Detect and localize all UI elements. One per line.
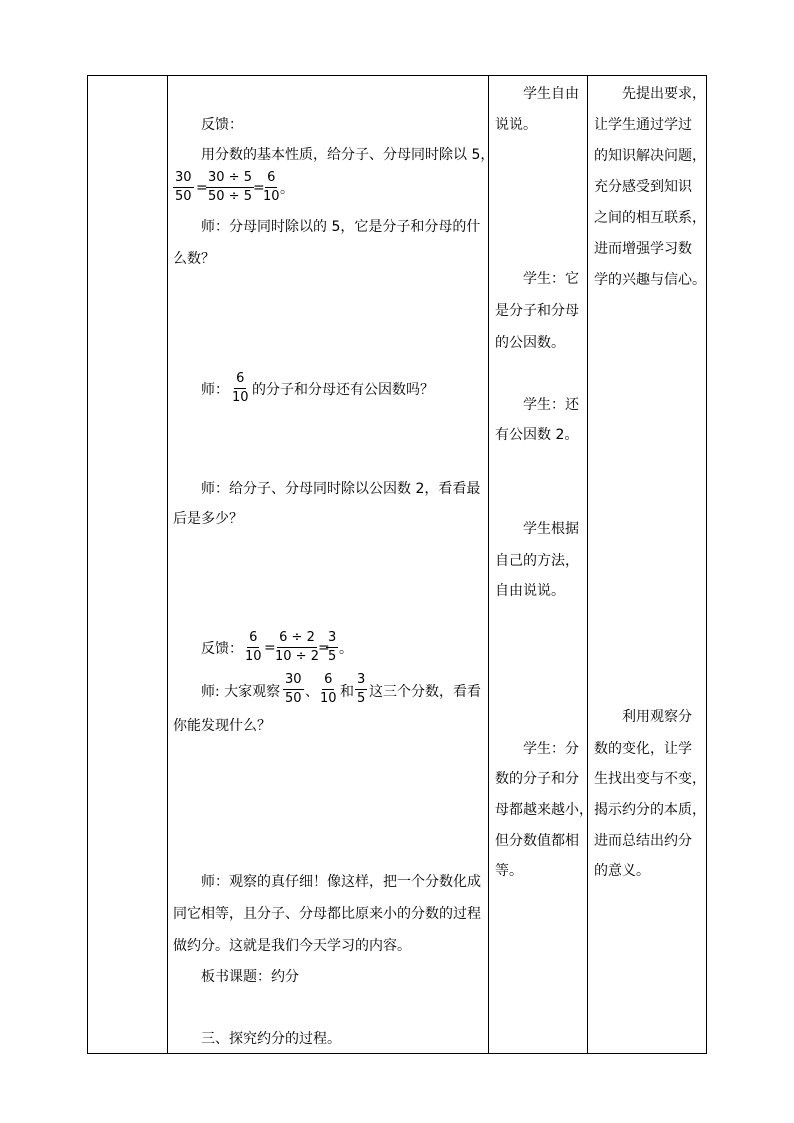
denominator: 10: [245, 649, 262, 664]
fraction-6-10: [243, 630, 264, 665]
design-intent-line: 进而增强学习数: [594, 241, 692, 257]
design-intent-line: 之间的相互联系，: [594, 210, 706, 226]
teacher-question-3-line-2: 后是多少？: [173, 511, 243, 527]
design-intent-line: 的知识解决问题，: [594, 148, 706, 164]
denominator: 10 ÷ 2: [275, 649, 319, 664]
fraction-3-5: [326, 630, 338, 665]
student-activity-line: 学生根据: [523, 521, 579, 537]
student-activity-line: 等。: [495, 863, 523, 879]
design-intent-line: 利用观察分: [622, 709, 692, 725]
table-border-bottom: [87, 1053, 707, 1054]
period: 。: [339, 641, 353, 657]
separator-comma: 、: [305, 684, 319, 700]
denominator: 5: [328, 649, 337, 664]
denominator: 10: [263, 189, 280, 204]
numerator: 6: [265, 170, 277, 188]
column-divider-1: [167, 75, 168, 1054]
fraction-6-10: [318, 672, 339, 707]
equals-sign: =: [318, 640, 330, 656]
feedback-label: 反馈：: [201, 117, 243, 133]
teacher-question-3-line-1: 师：给分子、分母同时除以公因数 2，看看最: [201, 481, 481, 497]
table-border-right: [706, 75, 707, 1054]
observe-suffix: 这三个分数，看看: [369, 684, 481, 700]
student-activity-line: 说说。: [495, 117, 537, 133]
observe-prefix: 师: 大家观察: [201, 684, 281, 700]
denominator: 50: [175, 189, 192, 204]
denominator: 10: [320, 691, 337, 706]
design-intent-line: 揭示约分的本质，: [594, 802, 706, 818]
column-divider-3: [587, 75, 588, 1054]
student-activity-line: 母都越来越小，: [495, 802, 593, 818]
separator-and: 和: [340, 684, 354, 700]
period: 。: [280, 181, 294, 197]
numerator: 3: [326, 630, 338, 648]
numerator: 6: [247, 630, 259, 648]
student-activity-line: 的公因数。: [495, 335, 565, 351]
feedback-label-2: 反馈：: [201, 641, 243, 657]
summary-line-1: 师：观察的真仔细！像这样，把一个分数化成: [201, 874, 481, 890]
column-divider-2: [488, 75, 489, 1054]
design-intent-line: 的意义。: [594, 863, 650, 879]
denominator: 5: [357, 691, 366, 706]
student-activity-line: 学生：分: [523, 741, 579, 757]
equals-sign: =: [253, 180, 265, 196]
teacher-question-1-line-1: 师：分母同时除以的 5，它是分子和分母的什: [201, 219, 481, 235]
student-activity-line: 数的分子和分: [495, 771, 579, 787]
denominator: 50: [285, 691, 302, 706]
design-intent-line: 先提出要求，: [622, 86, 706, 102]
fraction-30div5-50div5: [206, 170, 254, 205]
equals-sign: =: [264, 640, 276, 656]
student-activity-line: 学生自由: [523, 86, 579, 102]
numerator: 6: [234, 371, 246, 389]
summary-line-2: 同它相等，且分子、分母都比原来小的分数的过程: [173, 906, 481, 922]
table-border-top: [87, 75, 707, 76]
design-intent-line: 让学生通过学过: [594, 117, 692, 133]
summary-line-3: 做约分。这就是我们今天学习的内容。: [173, 938, 411, 954]
teacher-question-2-prefix: 师：: [201, 382, 229, 398]
equals-sign: =: [196, 180, 208, 196]
student-activity-line: 是分子和分母: [495, 303, 579, 319]
numerator: 3: [355, 672, 367, 690]
teacher-question-2-suffix: 的分子和分母还有公因数吗？: [252, 382, 434, 398]
design-intent-line: 充分感受到知识: [594, 179, 692, 195]
denominator: 10: [232, 390, 249, 405]
design-intent-line: 生找出变与不变，: [594, 771, 706, 787]
numerator: 6 ÷ 2: [277, 630, 317, 648]
fraction-6-10: [230, 371, 251, 406]
table-border-left: [87, 75, 88, 1054]
basic-property-text: 用分数的基本性质，给分子、分母同时除以 5，: [201, 147, 495, 163]
student-activity-line: 自由说说。: [495, 583, 565, 599]
observe-line-2: 你能发现什么？: [173, 718, 271, 734]
student-activity-line: 有公因数 2。: [495, 427, 579, 443]
fraction-30-50: [283, 672, 304, 707]
fraction-6-10: [261, 170, 282, 205]
design-intent-line: 学的兴趣与信心。: [594, 272, 706, 288]
fraction-3-5: [355, 672, 367, 707]
student-activity-line: 但分数值都相: [495, 833, 579, 849]
student-activity-line: 学生：它: [523, 271, 579, 287]
student-activity-line: 学生：还: [523, 397, 579, 413]
teacher-question-1-line-2: 么数？: [173, 251, 215, 267]
board-title: 板书课题：约分: [201, 969, 299, 985]
student-activity-line: 自己的方法，: [495, 553, 579, 569]
design-intent-line: 数的变化，让学: [594, 741, 692, 757]
numerator: 30: [173, 170, 194, 188]
design-intent-line: 进而总结出约分: [594, 833, 692, 849]
denominator: 50 ÷ 5: [208, 189, 252, 204]
section-3-heading: 三、探究约分的过程。: [201, 1031, 341, 1047]
numerator: 30: [283, 672, 304, 690]
numerator: 6: [322, 672, 334, 690]
fraction-6div2-10div2: [273, 630, 321, 665]
numerator: 30 ÷ 5: [206, 170, 254, 188]
fraction-30-50: [173, 170, 194, 205]
